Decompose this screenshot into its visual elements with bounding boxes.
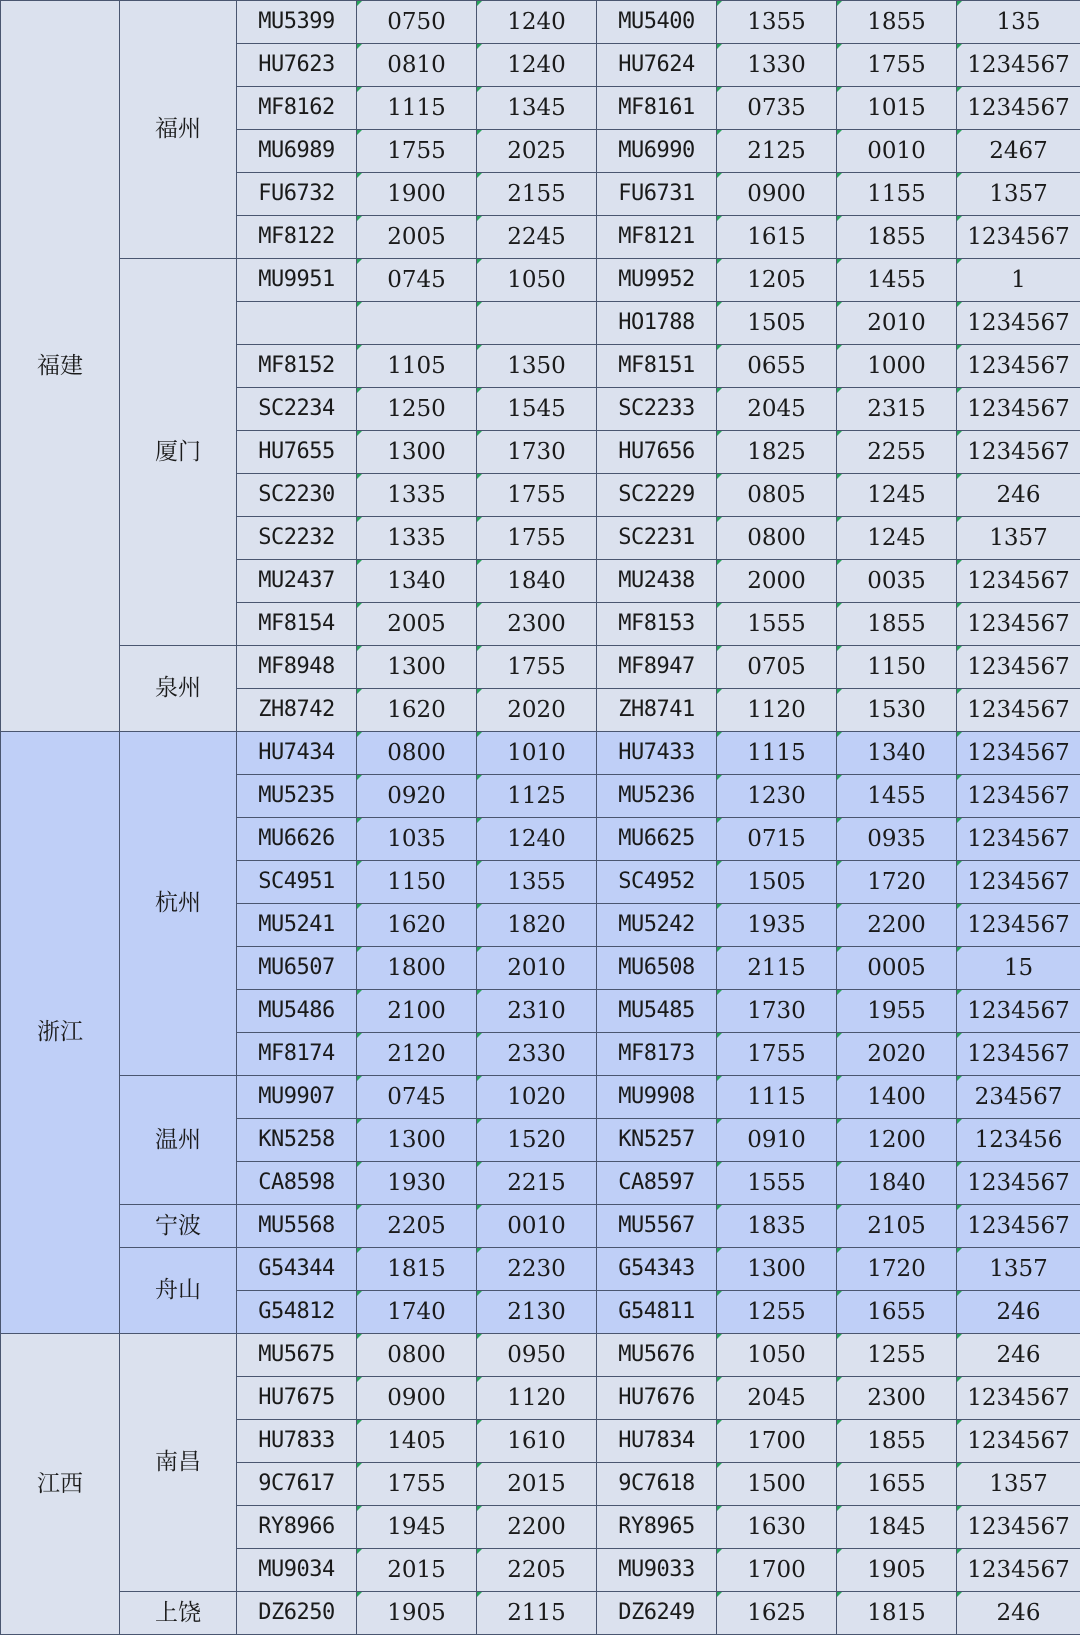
return-departure-time-cell: 1115 bbox=[717, 732, 837, 775]
outbound-arrival-time-cell: 1610 bbox=[477, 1420, 597, 1463]
outbound-flight-number-cell: MU9034 bbox=[237, 1549, 357, 1592]
outbound-departure-time-cell: 1105 bbox=[357, 345, 477, 388]
outbound-departure-time-cell: 1755 bbox=[357, 1463, 477, 1506]
table-row bbox=[1, 259, 1080, 302]
operating-days-cell: 1234567 bbox=[957, 216, 1080, 259]
outbound-arrival-time-cell: 2010 bbox=[477, 947, 597, 990]
outbound-arrival-time-cell: 2205 bbox=[477, 1549, 597, 1592]
return-departure-time-cell: 1625 bbox=[717, 1592, 837, 1635]
return-arrival-time-cell: 1655 bbox=[837, 1463, 957, 1506]
operating-days-cell: 1234567 bbox=[957, 689, 1080, 732]
city-cell: 舟山 bbox=[120, 1248, 237, 1334]
operating-days-cell: 1234567 bbox=[957, 990, 1080, 1033]
return-departure-time-cell: 1935 bbox=[717, 904, 837, 947]
outbound-departure-time-cell: 1945 bbox=[357, 1506, 477, 1549]
outbound-departure-time-cell: 2100 bbox=[357, 990, 477, 1033]
return-arrival-time-cell: 1150 bbox=[837, 646, 957, 689]
outbound-flight-number-cell: G54812 bbox=[237, 1291, 357, 1334]
return-flight-number-cell: 9C7618 bbox=[597, 1463, 717, 1506]
return-flight-number-cell: HU7656 bbox=[597, 431, 717, 474]
outbound-departure-time-cell: 1150 bbox=[357, 861, 477, 904]
return-departure-time-cell: 1615 bbox=[717, 216, 837, 259]
outbound-flight-number-cell: MF8154 bbox=[237, 603, 357, 646]
table-row bbox=[1, 1, 1080, 44]
return-arrival-time-cell: 1845 bbox=[837, 1506, 957, 1549]
outbound-arrival-time-cell: 1120 bbox=[477, 1377, 597, 1420]
province-cell: 浙江 bbox=[1, 732, 120, 1334]
city-cell: 泉州 bbox=[120, 646, 237, 732]
outbound-departure-time-cell: 2120 bbox=[357, 1033, 477, 1076]
outbound-arrival-time-cell: 1820 bbox=[477, 904, 597, 947]
return-arrival-time-cell: 1000 bbox=[837, 345, 957, 388]
return-arrival-time-cell: 2300 bbox=[837, 1377, 957, 1420]
outbound-departure-time-cell: 1250 bbox=[357, 388, 477, 431]
outbound-departure-time-cell: 1035 bbox=[357, 818, 477, 861]
city-cell: 厦门 bbox=[120, 259, 237, 646]
operating-days-cell: 1234567 bbox=[957, 1033, 1080, 1076]
return-arrival-time-cell: 1855 bbox=[837, 1420, 957, 1463]
outbound-flight-number-cell: SC2232 bbox=[237, 517, 357, 560]
operating-days-cell: 1234567 bbox=[957, 818, 1080, 861]
return-flight-number-cell: MU6990 bbox=[597, 130, 717, 173]
return-departure-time-cell: 0900 bbox=[717, 173, 837, 216]
return-arrival-time-cell: 0935 bbox=[837, 818, 957, 861]
return-flight-number-cell: MU5236 bbox=[597, 775, 717, 818]
outbound-departure-time-cell: 1800 bbox=[357, 947, 477, 990]
return-arrival-time-cell: 1655 bbox=[837, 1291, 957, 1334]
return-arrival-time-cell: 1815 bbox=[837, 1592, 957, 1635]
outbound-flight-number-cell: MU9951 bbox=[237, 259, 357, 302]
return-flight-number-cell: MU5567 bbox=[597, 1205, 717, 1248]
return-arrival-time-cell: 1755 bbox=[837, 44, 957, 87]
outbound-arrival-time-cell: 2245 bbox=[477, 216, 597, 259]
return-arrival-time-cell: 1255 bbox=[837, 1334, 957, 1377]
outbound-flight-number-cell: MU5486 bbox=[237, 990, 357, 1033]
operating-days-cell: 1357 bbox=[957, 173, 1080, 216]
outbound-flight-number-cell: HU7833 bbox=[237, 1420, 357, 1463]
return-arrival-time-cell: 2200 bbox=[837, 904, 957, 947]
operating-days-cell: 1234567 bbox=[957, 431, 1080, 474]
operating-days-cell: 246 bbox=[957, 1291, 1080, 1334]
return-departure-time-cell: 1835 bbox=[717, 1205, 837, 1248]
outbound-arrival-time-cell: 1020 bbox=[477, 1076, 597, 1119]
return-flight-number-cell: MF8151 bbox=[597, 345, 717, 388]
outbound-flight-number-cell: HU7623 bbox=[237, 44, 357, 87]
outbound-flight-number-cell: MU6989 bbox=[237, 130, 357, 173]
outbound-arrival-time-cell: 2130 bbox=[477, 1291, 597, 1334]
outbound-arrival-time-cell: 2330 bbox=[477, 1033, 597, 1076]
return-arrival-time-cell: 1455 bbox=[837, 259, 957, 302]
outbound-arrival-time-cell: 2300 bbox=[477, 603, 597, 646]
return-departure-time-cell: 1755 bbox=[717, 1033, 837, 1076]
outbound-arrival-time-cell: 1240 bbox=[477, 44, 597, 87]
outbound-flight-number-cell: CA8598 bbox=[237, 1162, 357, 1205]
outbound-departure-time-cell: 0800 bbox=[357, 732, 477, 775]
outbound-flight-number-cell: 9C7617 bbox=[237, 1463, 357, 1506]
return-arrival-time-cell: 1400 bbox=[837, 1076, 957, 1119]
outbound-arrival-time-cell: 1355 bbox=[477, 861, 597, 904]
operating-days-cell: 1 bbox=[957, 259, 1080, 302]
return-flight-number-cell: MF8161 bbox=[597, 87, 717, 130]
return-flight-number-cell: MF8121 bbox=[597, 216, 717, 259]
operating-days-cell: 1234567 bbox=[957, 1205, 1080, 1248]
outbound-flight-number-cell: MU6626 bbox=[237, 818, 357, 861]
table-row bbox=[1, 1076, 1080, 1119]
outbound-departure-time-cell: 0800 bbox=[357, 1334, 477, 1377]
outbound-arrival-time-cell: 1350 bbox=[477, 345, 597, 388]
return-flight-number-cell: SC4952 bbox=[597, 861, 717, 904]
operating-days-cell: 15 bbox=[957, 947, 1080, 990]
outbound-arrival-time-cell: 1010 bbox=[477, 732, 597, 775]
return-arrival-time-cell: 1340 bbox=[837, 732, 957, 775]
outbound-flight-number-cell: MF8162 bbox=[237, 87, 357, 130]
city-cell: 宁波 bbox=[120, 1205, 237, 1248]
operating-days-cell: 1234567 bbox=[957, 87, 1080, 130]
city-cell: 温州 bbox=[120, 1076, 237, 1205]
return-arrival-time-cell: 1245 bbox=[837, 517, 957, 560]
return-arrival-time-cell: 1840 bbox=[837, 1162, 957, 1205]
outbound-departure-time-cell: 2015 bbox=[357, 1549, 477, 1592]
return-arrival-time-cell: 1855 bbox=[837, 1, 957, 44]
return-arrival-time-cell: 1955 bbox=[837, 990, 957, 1033]
return-flight-number-cell: MU5485 bbox=[597, 990, 717, 1033]
return-flight-number-cell: SC2229 bbox=[597, 474, 717, 517]
return-flight-number-cell: MU6508 bbox=[597, 947, 717, 990]
outbound-flight-number-cell: SC4951 bbox=[237, 861, 357, 904]
return-arrival-time-cell: 1720 bbox=[837, 861, 957, 904]
operating-days-cell: 1234567 bbox=[957, 603, 1080, 646]
return-departure-time-cell: 1555 bbox=[717, 1162, 837, 1205]
return-flight-number-cell: G54343 bbox=[597, 1248, 717, 1291]
outbound-flight-number-cell: ZH8742 bbox=[237, 689, 357, 732]
outbound-flight-number-cell bbox=[237, 302, 357, 345]
return-departure-time-cell: 1630 bbox=[717, 1506, 837, 1549]
outbound-flight-number-cell: MU5399 bbox=[237, 1, 357, 44]
outbound-departure-time-cell: 0920 bbox=[357, 775, 477, 818]
outbound-arrival-time-cell bbox=[477, 302, 597, 345]
outbound-arrival-time-cell: 1345 bbox=[477, 87, 597, 130]
return-flight-number-cell: SC2233 bbox=[597, 388, 717, 431]
return-departure-time-cell: 1825 bbox=[717, 431, 837, 474]
operating-days-cell: 1234567 bbox=[957, 560, 1080, 603]
outbound-departure-time-cell: 0900 bbox=[357, 1377, 477, 1420]
operating-days-cell: 1234567 bbox=[957, 1506, 1080, 1549]
operating-days-cell: 1234567 bbox=[957, 775, 1080, 818]
outbound-arrival-time-cell: 2230 bbox=[477, 1248, 597, 1291]
outbound-departure-time-cell: 2005 bbox=[357, 603, 477, 646]
return-flight-number-cell: MF8173 bbox=[597, 1033, 717, 1076]
return-departure-time-cell: 1505 bbox=[717, 302, 837, 345]
return-departure-time-cell: 1355 bbox=[717, 1, 837, 44]
operating-days-cell: 2467 bbox=[957, 130, 1080, 173]
return-flight-number-cell: HO1788 bbox=[597, 302, 717, 345]
outbound-arrival-time-cell: 1755 bbox=[477, 474, 597, 517]
city-cell: 上饶 bbox=[120, 1592, 237, 1635]
table-row bbox=[1, 1248, 1080, 1291]
return-arrival-time-cell: 1155 bbox=[837, 173, 957, 216]
operating-days-cell: 123456 bbox=[957, 1119, 1080, 1162]
outbound-flight-number-cell: HU7655 bbox=[237, 431, 357, 474]
return-flight-number-cell: RY8965 bbox=[597, 1506, 717, 1549]
city-cell: 杭州 bbox=[120, 732, 237, 1076]
return-departure-time-cell: 2000 bbox=[717, 560, 837, 603]
return-departure-time-cell: 1730 bbox=[717, 990, 837, 1033]
outbound-flight-number-cell: KN5258 bbox=[237, 1119, 357, 1162]
flight-schedule-body bbox=[1, 1, 1080, 1635]
province-cell: 福建 bbox=[1, 1, 120, 732]
outbound-arrival-time-cell: 1050 bbox=[477, 259, 597, 302]
return-arrival-time-cell: 1905 bbox=[837, 1549, 957, 1592]
outbound-flight-number-cell: HU7675 bbox=[237, 1377, 357, 1420]
return-departure-time-cell: 1700 bbox=[717, 1549, 837, 1592]
outbound-departure-time-cell: 1930 bbox=[357, 1162, 477, 1205]
return-departure-time-cell: 1700 bbox=[717, 1420, 837, 1463]
return-flight-number-cell: MU5400 bbox=[597, 1, 717, 44]
return-flight-number-cell: MU9033 bbox=[597, 1549, 717, 1592]
return-arrival-time-cell: 2315 bbox=[837, 388, 957, 431]
outbound-flight-number-cell: MU5241 bbox=[237, 904, 357, 947]
outbound-flight-number-cell: RY8966 bbox=[237, 1506, 357, 1549]
outbound-flight-number-cell: MU9907 bbox=[237, 1076, 357, 1119]
return-arrival-time-cell: 2255 bbox=[837, 431, 957, 474]
return-flight-number-cell: DZ6249 bbox=[597, 1592, 717, 1635]
outbound-arrival-time-cell: 2020 bbox=[477, 689, 597, 732]
return-flight-number-cell: MU5676 bbox=[597, 1334, 717, 1377]
return-flight-number-cell: KN5257 bbox=[597, 1119, 717, 1162]
operating-days-cell: 1357 bbox=[957, 1248, 1080, 1291]
outbound-flight-number-cell: MU5568 bbox=[237, 1205, 357, 1248]
outbound-departure-time-cell: 1620 bbox=[357, 904, 477, 947]
return-flight-number-cell: HU7834 bbox=[597, 1420, 717, 1463]
return-arrival-time-cell: 1720 bbox=[837, 1248, 957, 1291]
return-arrival-time-cell: 1530 bbox=[837, 689, 957, 732]
return-flight-number-cell: MF8947 bbox=[597, 646, 717, 689]
outbound-flight-number-cell: MU5675 bbox=[237, 1334, 357, 1377]
operating-days-cell: 246 bbox=[957, 474, 1080, 517]
return-flight-number-cell: MU5242 bbox=[597, 904, 717, 947]
outbound-departure-time-cell: 1405 bbox=[357, 1420, 477, 1463]
outbound-flight-number-cell: MF8122 bbox=[237, 216, 357, 259]
city-cell: 南昌 bbox=[120, 1334, 237, 1592]
return-flight-number-cell: SC2231 bbox=[597, 517, 717, 560]
outbound-flight-number-cell: DZ6250 bbox=[237, 1592, 357, 1635]
outbound-departure-time-cell: 1335 bbox=[357, 474, 477, 517]
outbound-departure-time-cell: 1900 bbox=[357, 173, 477, 216]
return-departure-time-cell: 0655 bbox=[717, 345, 837, 388]
operating-days-cell: 1234567 bbox=[957, 861, 1080, 904]
outbound-flight-number-cell: MU5235 bbox=[237, 775, 357, 818]
outbound-arrival-time-cell: 2015 bbox=[477, 1463, 597, 1506]
operating-days-cell: 1234567 bbox=[957, 388, 1080, 431]
outbound-flight-number-cell: MF8152 bbox=[237, 345, 357, 388]
outbound-flight-number-cell: MF8948 bbox=[237, 646, 357, 689]
outbound-arrival-time-cell: 2200 bbox=[477, 1506, 597, 1549]
operating-days-cell: 135 bbox=[957, 1, 1080, 44]
outbound-departure-time-cell: 1115 bbox=[357, 87, 477, 130]
return-arrival-time-cell: 2105 bbox=[837, 1205, 957, 1248]
outbound-flight-number-cell: MU6507 bbox=[237, 947, 357, 990]
outbound-flight-number-cell: SC2230 bbox=[237, 474, 357, 517]
return-departure-time-cell: 1205 bbox=[717, 259, 837, 302]
operating-days-cell: 1357 bbox=[957, 1463, 1080, 1506]
return-departure-time-cell: 1255 bbox=[717, 1291, 837, 1334]
outbound-arrival-time-cell: 2155 bbox=[477, 173, 597, 216]
outbound-departure-time-cell: 1335 bbox=[357, 517, 477, 560]
return-arrival-time-cell: 2020 bbox=[837, 1033, 957, 1076]
table-row bbox=[1, 1592, 1080, 1635]
return-departure-time-cell: 0800 bbox=[717, 517, 837, 560]
return-departure-time-cell: 1330 bbox=[717, 44, 837, 87]
operating-days-cell: 1357 bbox=[957, 517, 1080, 560]
outbound-departure-time-cell: 2205 bbox=[357, 1205, 477, 1248]
return-arrival-time-cell: 0005 bbox=[837, 947, 957, 990]
city-cell: 福州 bbox=[120, 1, 237, 259]
table-row bbox=[1, 646, 1080, 689]
outbound-flight-number-cell: MF8174 bbox=[237, 1033, 357, 1076]
table-row bbox=[1, 1334, 1080, 1377]
operating-days-cell: 1234567 bbox=[957, 1377, 1080, 1420]
return-departure-time-cell: 2115 bbox=[717, 947, 837, 990]
outbound-departure-time-cell: 1300 bbox=[357, 646, 477, 689]
return-flight-number-cell: HU7624 bbox=[597, 44, 717, 87]
outbound-departure-time-cell: 1620 bbox=[357, 689, 477, 732]
return-departure-time-cell: 1555 bbox=[717, 603, 837, 646]
return-departure-time-cell: 0910 bbox=[717, 1119, 837, 1162]
outbound-departure-time-cell: 1340 bbox=[357, 560, 477, 603]
return-departure-time-cell: 1500 bbox=[717, 1463, 837, 1506]
return-flight-number-cell: MF8153 bbox=[597, 603, 717, 646]
return-departure-time-cell: 1050 bbox=[717, 1334, 837, 1377]
operating-days-cell: 1234567 bbox=[957, 646, 1080, 689]
outbound-flight-number-cell: HU7434 bbox=[237, 732, 357, 775]
return-flight-number-cell: HU7433 bbox=[597, 732, 717, 775]
return-flight-number-cell: HU7676 bbox=[597, 1377, 717, 1420]
outbound-departure-time-cell: 0750 bbox=[357, 1, 477, 44]
return-flight-number-cell: MU2438 bbox=[597, 560, 717, 603]
return-flight-number-cell: CA8597 bbox=[597, 1162, 717, 1205]
outbound-arrival-time-cell: 2310 bbox=[477, 990, 597, 1033]
operating-days-cell: 1234567 bbox=[957, 302, 1080, 345]
outbound-departure-time-cell: 1740 bbox=[357, 1291, 477, 1334]
return-flight-number-cell: FU6731 bbox=[597, 173, 717, 216]
outbound-departure-time-cell: 0745 bbox=[357, 259, 477, 302]
return-arrival-time-cell: 1200 bbox=[837, 1119, 957, 1162]
return-departure-time-cell: 1115 bbox=[717, 1076, 837, 1119]
outbound-departure-time-cell: 1300 bbox=[357, 431, 477, 474]
outbound-flight-number-cell: MU2437 bbox=[237, 560, 357, 603]
operating-days-cell: 246 bbox=[957, 1334, 1080, 1377]
outbound-departure-time-cell: 1755 bbox=[357, 130, 477, 173]
outbound-arrival-time-cell: 1755 bbox=[477, 517, 597, 560]
return-departure-time-cell: 1230 bbox=[717, 775, 837, 818]
operating-days-cell: 1234567 bbox=[957, 1549, 1080, 1592]
return-departure-time-cell: 0715 bbox=[717, 818, 837, 861]
return-departure-time-cell: 1120 bbox=[717, 689, 837, 732]
operating-days-cell: 1234567 bbox=[957, 732, 1080, 775]
outbound-arrival-time-cell: 0010 bbox=[477, 1205, 597, 1248]
return-arrival-time-cell: 0035 bbox=[837, 560, 957, 603]
outbound-departure-time-cell: 0810 bbox=[357, 44, 477, 87]
return-flight-number-cell: MU6625 bbox=[597, 818, 717, 861]
outbound-arrival-time-cell: 2115 bbox=[477, 1592, 597, 1635]
outbound-arrival-time-cell: 1520 bbox=[477, 1119, 597, 1162]
return-departure-time-cell: 2125 bbox=[717, 130, 837, 173]
return-departure-time-cell: 1300 bbox=[717, 1248, 837, 1291]
outbound-flight-number-cell: G54344 bbox=[237, 1248, 357, 1291]
return-departure-time-cell: 0805 bbox=[717, 474, 837, 517]
operating-days-cell: 1234567 bbox=[957, 904, 1080, 947]
return-arrival-time-cell: 1855 bbox=[837, 603, 957, 646]
outbound-departure-time-cell: 1300 bbox=[357, 1119, 477, 1162]
return-arrival-time-cell: 0010 bbox=[837, 130, 957, 173]
return-departure-time-cell: 0705 bbox=[717, 646, 837, 689]
return-arrival-time-cell: 1015 bbox=[837, 87, 957, 130]
return-departure-time-cell: 0735 bbox=[717, 87, 837, 130]
outbound-departure-time-cell bbox=[357, 302, 477, 345]
return-flight-number-cell: MU9952 bbox=[597, 259, 717, 302]
operating-days-cell: 246 bbox=[957, 1592, 1080, 1635]
operating-days-cell: 1234567 bbox=[957, 44, 1080, 87]
outbound-departure-time-cell: 0745 bbox=[357, 1076, 477, 1119]
outbound-arrival-time-cell: 2215 bbox=[477, 1162, 597, 1205]
outbound-arrival-time-cell: 1840 bbox=[477, 560, 597, 603]
table-row bbox=[1, 1205, 1080, 1248]
outbound-flight-number-cell: SC2234 bbox=[237, 388, 357, 431]
outbound-arrival-time-cell: 0950 bbox=[477, 1334, 597, 1377]
operating-days-cell: 1234567 bbox=[957, 345, 1080, 388]
return-arrival-time-cell: 1245 bbox=[837, 474, 957, 517]
outbound-departure-time-cell: 1815 bbox=[357, 1248, 477, 1291]
outbound-arrival-time-cell: 1730 bbox=[477, 431, 597, 474]
return-flight-number-cell: G54811 bbox=[597, 1291, 717, 1334]
outbound-departure-time-cell: 1905 bbox=[357, 1592, 477, 1635]
outbound-arrival-time-cell: 2025 bbox=[477, 130, 597, 173]
table-row bbox=[1, 732, 1080, 775]
return-departure-time-cell: 2045 bbox=[717, 388, 837, 431]
outbound-arrival-time-cell: 1240 bbox=[477, 1, 597, 44]
return-flight-number-cell: ZH8741 bbox=[597, 689, 717, 732]
return-arrival-time-cell: 1455 bbox=[837, 775, 957, 818]
province-cell: 江西 bbox=[1, 1334, 120, 1635]
operating-days-cell: 1234567 bbox=[957, 1162, 1080, 1205]
outbound-arrival-time-cell: 1755 bbox=[477, 646, 597, 689]
operating-days-cell: 1234567 bbox=[957, 1420, 1080, 1463]
outbound-departure-time-cell: 2005 bbox=[357, 216, 477, 259]
outbound-arrival-time-cell: 1545 bbox=[477, 388, 597, 431]
return-arrival-time-cell: 1855 bbox=[837, 216, 957, 259]
return-flight-number-cell: MU9908 bbox=[597, 1076, 717, 1119]
operating-days-cell: 234567 bbox=[957, 1076, 1080, 1119]
outbound-arrival-time-cell: 1125 bbox=[477, 775, 597, 818]
return-departure-time-cell: 1505 bbox=[717, 861, 837, 904]
outbound-flight-number-cell: FU6732 bbox=[237, 173, 357, 216]
return-arrival-time-cell: 2010 bbox=[837, 302, 957, 345]
return-departure-time-cell: 2045 bbox=[717, 1377, 837, 1420]
outbound-arrival-time-cell: 1240 bbox=[477, 818, 597, 861]
